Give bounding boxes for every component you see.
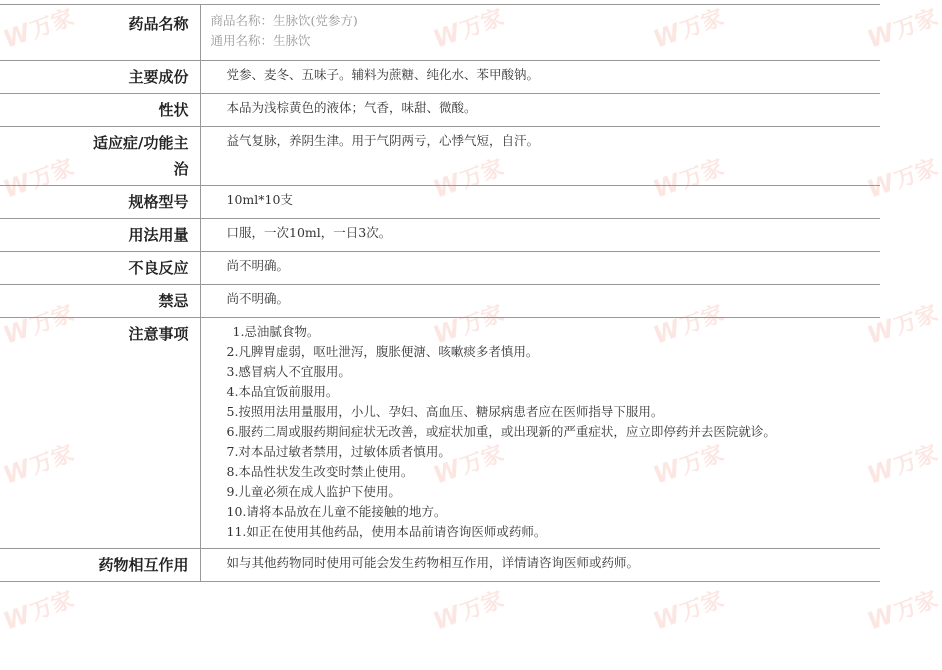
watermark: W万家 — [429, 5, 508, 54]
spec-value: 10ml*10支 — [200, 186, 880, 219]
list-item: 1.忌油腻食物。 — [232, 324, 320, 339]
row-precautions — [0, 318, 880, 549]
list-item: 2.凡脾胃虚弱，呕吐泄泻，腹胀便溏、咳嗽痰多者慎用。 — [226, 344, 539, 359]
list-item: 10.请将本品放在儿童不能接触的地方。 — [226, 504, 447, 519]
watermark: W万家 — [0, 155, 78, 204]
spec-label: 规格型号 — [0, 186, 200, 219]
drug-name-label: 药品名称 — [0, 5, 200, 61]
watermark: W万家 — [649, 301, 728, 350]
list-item: 4.本品宜饭前服用。 — [226, 384, 339, 399]
watermark: W万家 — [0, 587, 78, 636]
generic-name: 通用名称：生脉饮 — [210, 33, 311, 48]
watermark: W万家 — [649, 441, 728, 490]
watermark: W万家 — [863, 5, 942, 54]
drug-name-value — [200, 5, 880, 61]
drug-interactions-label: 药物相互作用 — [0, 549, 200, 582]
watermark: W万家 — [649, 155, 728, 204]
usage-label: 用法用量 — [0, 219, 200, 252]
watermark: W万家 — [429, 441, 508, 490]
row-character — [0, 94, 880, 127]
row-usage — [0, 219, 880, 252]
list-item: 5.按照用法用量服用，小儿、孕妇、高血压、糖尿病患者应在医师指导下服用。 — [226, 404, 664, 419]
character-value: 本品为浅棕黄色的液体；气香，味甜、微酸。 — [200, 94, 880, 127]
watermark: W万家 — [863, 155, 942, 204]
watermark: W万家 — [0, 5, 78, 54]
watermark: W万家 — [649, 5, 728, 54]
usage-value: 口服，一次10ml，一日3次。 — [200, 219, 880, 252]
watermark: W万家 — [0, 441, 78, 490]
row-adverse-reactions — [0, 252, 880, 285]
list-item: 8.本品性状发生改变时禁止使用。 — [226, 464, 414, 479]
adverse-reactions-label: 不良反应 — [0, 252, 200, 285]
drug-interactions-value: 如与其他药物同时使用可能会发生药物相互作用，详情请咨询医师或药师。 — [200, 549, 880, 582]
row-contraindications — [0, 285, 880, 318]
adverse-reactions-value: 尚不明确。 — [200, 252, 880, 285]
indications-label — [0, 127, 200, 186]
watermark: W万家 — [429, 155, 508, 204]
precautions-list — [227, 322, 787, 542]
contraindications-label: 禁忌 — [0, 285, 200, 318]
contraindications-value: 尚不明确。 — [200, 285, 880, 318]
indications-label-line2: 治 — [173, 160, 189, 178]
list-item: 3.感冒病人不宜服用。 — [226, 364, 351, 379]
row-indications — [0, 127, 880, 186]
precautions-label: 注意事项 — [0, 318, 200, 549]
ingredients-value: 党参、麦冬、五味子。辅料为蔗糖、纯化水、苯甲酸钠。 — [200, 61, 880, 94]
watermark: W万家 — [429, 301, 508, 350]
ingredients-label: 主要成份 — [0, 61, 200, 94]
row-drug-name — [0, 5, 880, 61]
watermark: W万家 — [0, 301, 78, 350]
row-spec — [0, 186, 880, 219]
list-item: 7.对本品过敏者禁用，过敏体质者慎用。 — [226, 444, 451, 459]
list-item: 9.儿童必须在成人监护下使用。 — [226, 484, 401, 499]
drug-info-table — [0, 4, 880, 582]
list-item: 6.服药二周或服药期间症状无改善，或症状加重，或出现新的严重症状，应立即停药并去医院就诊。 — [226, 424, 776, 439]
list-item: 11.如正在使用其他药品，使用本品前请咨询医师或药师。 — [226, 524, 547, 539]
row-ingredients — [0, 61, 880, 94]
row-drug-interactions — [0, 549, 880, 582]
watermark: W万家 — [863, 587, 942, 636]
watermark: W万家 — [863, 441, 942, 490]
watermark: W万家 — [649, 587, 728, 636]
precautions-value — [200, 318, 880, 549]
character-label: 性状 — [0, 94, 200, 127]
watermark: W万家 — [863, 301, 942, 350]
product-name: 商品名称：生脉饮(党参方) — [210, 13, 358, 28]
indications-value: 益气复脉，养阴生津。用于气阴两亏，心悸气短，自汗。 — [200, 127, 880, 186]
watermark: W万家 — [429, 587, 508, 636]
indications-label-line1: 适应症/功能主 — [93, 134, 189, 152]
